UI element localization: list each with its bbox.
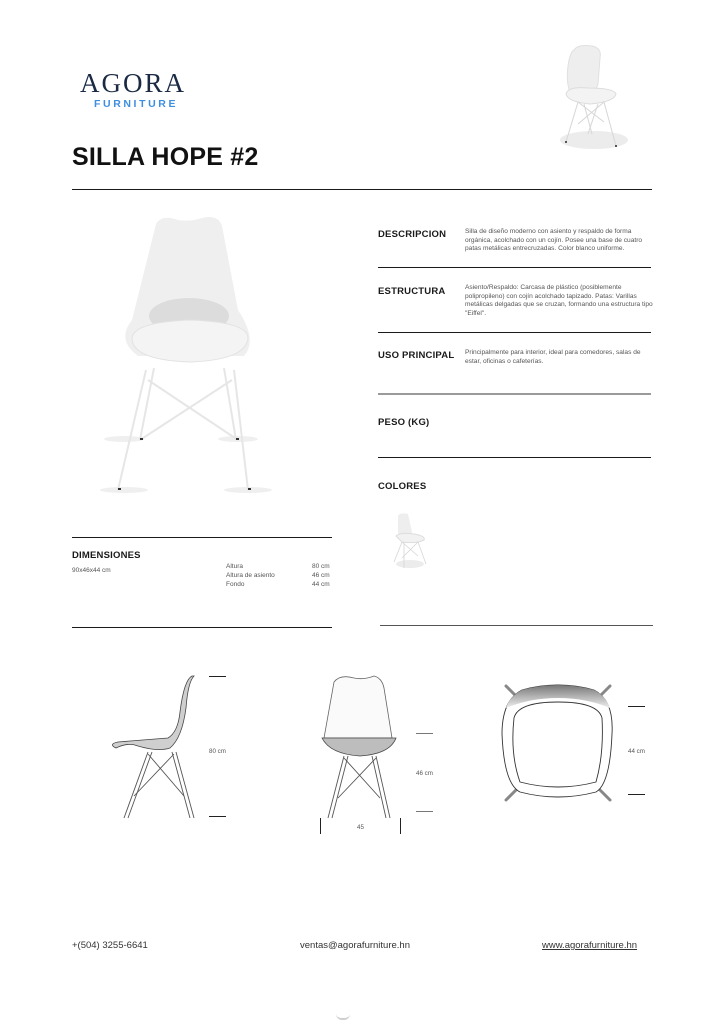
side-measure-bottom-tick [209, 816, 226, 817]
website-link[interactable]: www.agorafurniture.hn [542, 940, 638, 951]
chair-front-drawing-icon [320, 672, 400, 822]
colores-divider [380, 625, 653, 626]
front-measure-top-tick [416, 733, 433, 734]
uso-principal-label: USO PRINCIPAL [378, 350, 455, 361]
title-divider [72, 189, 652, 190]
estructura-divider [378, 332, 651, 333]
side-measure-label: 80 cm [209, 748, 226, 755]
dimensiones-bottom-divider [72, 627, 332, 628]
top-measure-label: 44 cm [628, 748, 645, 755]
peso-label: PESO (KG) [378, 417, 430, 428]
dim-row-value: 44 cm [312, 581, 330, 588]
footer-website-link[interactable] [542, 940, 637, 951]
front-measure-width-label: 45 [357, 824, 364, 831]
chair-front-photo-icon [98, 210, 280, 500]
brand-logo-subtitle: FURNITURE [94, 98, 179, 110]
uso-principal-divider [378, 393, 651, 395]
dim-row-name: Fondo [226, 581, 245, 588]
side-measure-top-tick [209, 676, 226, 677]
front-width-left-tick [320, 818, 321, 834]
estructura-text: Asiento/Respaldo: Carcasa de plástico (posiblemente polipropileno) con cojín acolchado tapizado. Patas: Varillas metálicas delgadas que se cruzan, formando una estructura tipo "Eiffel". [465, 284, 653, 317]
descripcion-divider [378, 267, 651, 268]
colores-label: COLORES [378, 481, 427, 492]
chair-top-drawing-icon [496, 684, 620, 804]
descripcion-label: DESCRIPCION [378, 229, 447, 240]
uso-principal-text: Principalmente para interior, ideal para comedores, salas de estar, oficinas o cafeterías. [465, 349, 641, 365]
dimensiones-top-divider [72, 537, 332, 538]
dim-row-value: 46 cm [312, 572, 330, 579]
descripcion-text: Silla de diseño moderno con asiento y respaldo de forma orgánica, acolchado con un cojín. Posee una base de cuatro patas metálicas entrecruzadas. Color blanco uniforme. [465, 228, 643, 253]
estructura-label: ESTRUCTURA [378, 286, 446, 297]
dimensiones-label: DIMENSIONES [72, 550, 141, 561]
footer-email[interactable]: ventas@agorafurniture.hn [300, 940, 410, 951]
page-mark [336, 1013, 350, 1020]
chair-white-swatch-icon[interactable] [392, 512, 428, 570]
front-measure-bottom-tick [416, 811, 433, 812]
footer-phone: +(504) 3255-6641 [72, 940, 148, 951]
brand-logo-name: AGORA [80, 68, 187, 98]
top-measure-bottom-tick [628, 794, 645, 795]
top-measure-top-tick [628, 706, 645, 707]
front-width-right-tick [400, 818, 401, 834]
dimensiones-summary: 90x46x44 cm [72, 567, 111, 574]
dim-row-name: Altura de asiento [226, 572, 275, 579]
page-title: SILLA HOPE #2 [72, 143, 259, 171]
chair-three-quarter-photo-icon [548, 42, 638, 154]
chair-side-drawing-icon [108, 672, 198, 822]
front-measure-height-label: 46 cm [416, 770, 433, 777]
dim-row-name: Altura [226, 563, 243, 570]
dim-row-value: 80 cm [312, 563, 330, 570]
peso-divider [378, 457, 651, 458]
